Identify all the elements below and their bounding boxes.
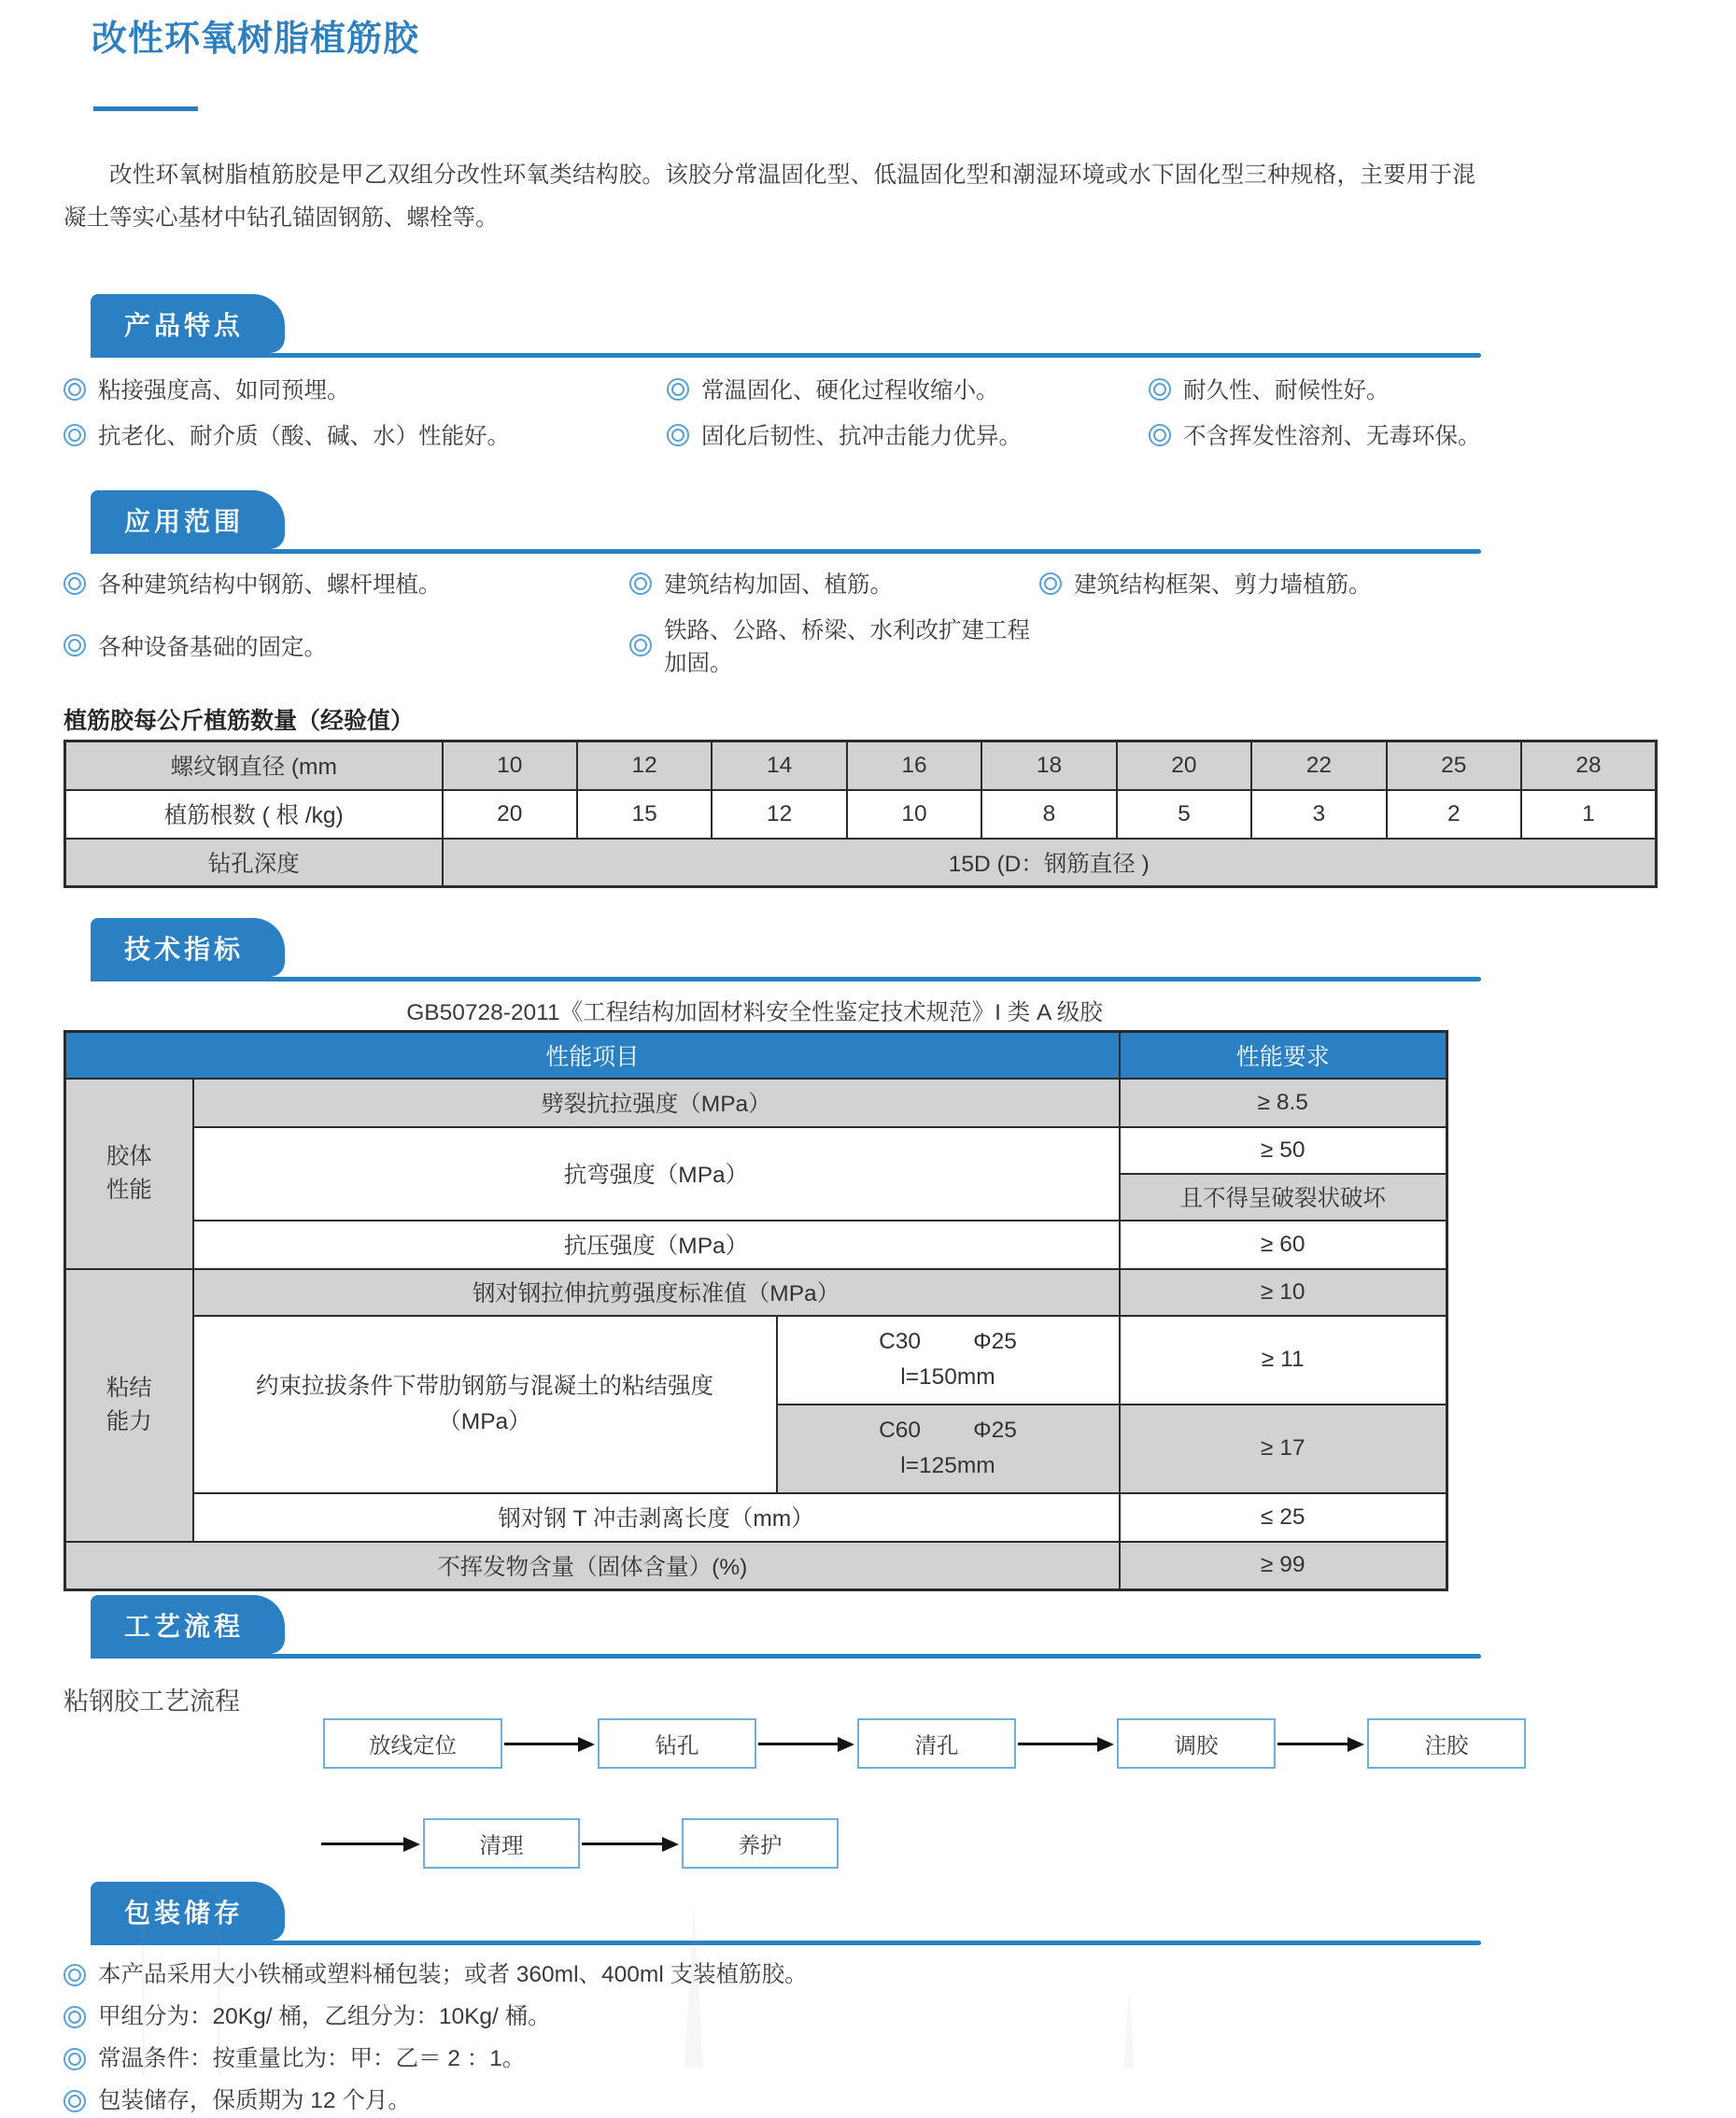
features-rule: [91, 353, 1481, 358]
process-flowchart: [64, 1718, 1651, 1872]
rebar-diameter-cell: 12: [577, 741, 712, 790]
rebar-depth-row: [65, 839, 1657, 887]
double-circle-icon: [1039, 572, 1062, 595]
rebar-diameter-label: 螺纹钢直径 (mm: [65, 741, 443, 790]
double-circle-icon: [64, 572, 86, 595]
process-rule: [91, 1654, 1481, 1659]
rebar-count-cell: 8: [981, 790, 1116, 839]
section-tech-header: [91, 918, 1481, 981]
group-adhesive-performance: 胶体 性能: [65, 1079, 193, 1269]
application-item: [629, 613, 1039, 678]
requirement-value: ≥ 99: [1120, 1542, 1447, 1590]
flow-step-curing: 养护: [682, 1818, 839, 1869]
applications-list: [64, 567, 1736, 678]
bond-c30-condition: C30 Φ25 l=150mm: [777, 1316, 1120, 1405]
feature-text: 粘接强度高、如同预埋。: [98, 378, 350, 403]
rebar-diameter-cell: 28: [1521, 741, 1657, 790]
double-circle-icon: [64, 378, 86, 401]
bond-strength-label: 约束拉拔条件下带肋钢筋与混凝土的粘结强度 （MPa）: [193, 1316, 777, 1493]
application-text: 各种建筑结构中钢筋、螺杆埋植。: [98, 572, 442, 598]
double-circle-icon: [64, 634, 86, 657]
feature-text: 固化后韧性、抗冲击能力优异。: [701, 424, 1022, 449]
property-label: 不挥发物含量（固体含量）(%): [65, 1542, 1120, 1590]
intro-paragraph: 改性环氧树脂植筋胶是甲乙双组分改性环氧类结构胶。该胶分常温固化型、低温固化型和潮湿环境或水下固化型三种规格，主要用于混凝土等实心基材中钻孔锚固钢筋、螺栓等。: [64, 162, 1475, 231]
feature-item: [1149, 418, 1736, 451]
section-applications-header: [91, 490, 1481, 554]
rebar-count-row: [65, 790, 1657, 839]
process-badge: 工艺流程: [91, 1595, 285, 1654]
double-circle-icon: [64, 2048, 86, 2070]
double-circle-icon: [64, 1964, 86, 1986]
feature-item: [667, 373, 1149, 405]
property-label: 抗弯强度（MPa）: [193, 1127, 1120, 1221]
tech-rule: [91, 977, 1481, 981]
rebar-count-cell: 2: [1387, 790, 1521, 839]
double-circle-icon: [1149, 424, 1171, 446]
bond-c60-condition: C60 Φ25 l=125mm: [777, 1405, 1120, 1493]
property-label: 抗压强度（MPa）: [193, 1221, 1120, 1269]
flow-step-cleanup: 清理: [423, 1818, 580, 1869]
rebar-count-cell: 5: [1117, 790, 1251, 839]
tech-col-item: 性能项目: [65, 1032, 1120, 1079]
feature-item: [64, 418, 667, 451]
flow-arrow: [321, 1843, 404, 1845]
process-subtitle: 粘钢胶工艺流程: [64, 1687, 240, 1716]
flow-arrow: [504, 1743, 579, 1745]
property-label: 劈裂抗拉强度（MPa）: [193, 1079, 1120, 1127]
feature-item: [64, 373, 667, 405]
double-circle-icon: [1149, 378, 1171, 401]
packaging-text: 甲组分为：20Kg/ 桶，乙组分为：10Kg/ 桶。: [98, 2004, 551, 2029]
drill-depth-value: 15D (D：钢筋直径 ): [443, 839, 1657, 887]
application-item: [629, 567, 1039, 600]
application-item: [64, 567, 629, 600]
tech-row-bending: [65, 1127, 1447, 1174]
tech-col-requirement: 性能要求: [1120, 1032, 1447, 1079]
rebar-quantity-table: [64, 740, 1658, 888]
tech-row-shear: [65, 1269, 1447, 1316]
rebar-header-row: [65, 741, 1657, 790]
rebar-diameter-cell: 20: [1117, 741, 1251, 790]
tech-badge: 技术指标: [91, 918, 285, 977]
feature-item: [667, 418, 1149, 451]
requirement-value: ≥ 17: [1120, 1405, 1447, 1493]
application-text: 建筑结构加固、植筋。: [664, 572, 893, 598]
application-text: 建筑结构框架、剪力墙植筋。: [1074, 572, 1372, 598]
tech-row-split-tensile: [65, 1079, 1447, 1127]
application-item: [64, 613, 629, 678]
features-list: [64, 373, 1736, 451]
double-circle-icon: [667, 378, 689, 401]
flow-step-inject-glue: 注胶: [1367, 1718, 1526, 1769]
section-packaging-header: [91, 1882, 1481, 1945]
requirement-value: ≥ 50: [1120, 1127, 1447, 1174]
applications-rule: [91, 549, 1481, 554]
feature-text: 耐久性、耐候性好。: [1183, 378, 1390, 403]
rebar-count-cell: 20: [443, 790, 577, 839]
rebar-diameter-cell: 25: [1387, 741, 1521, 790]
rebar-count-label: 植筋根数 ( 根 /kg): [65, 790, 443, 839]
flow-step-layout: 放线定位: [323, 1718, 502, 1769]
title-underline: [93, 106, 198, 111]
rebar-count-cell: 10: [847, 790, 981, 839]
applications-badge: 应用范围: [91, 490, 285, 549]
rebar-diameter-cell: 16: [847, 741, 981, 790]
requirement-value: ≥ 60: [1120, 1221, 1447, 1269]
double-circle-icon: [64, 2006, 86, 2028]
rebar-count-cell: 3: [1251, 790, 1386, 839]
requirement-value: ≥ 10: [1120, 1269, 1447, 1316]
requirement-value: 且不得呈破裂状破坏: [1120, 1174, 1447, 1221]
rebar-count-cell: 15: [577, 790, 712, 839]
tech-standard-caption: GB50728-2011《工程结构加固材料安全性鉴定技术规范》I 类 A 级胶: [406, 1000, 1103, 1025]
packaging-list: [64, 1958, 1736, 2118]
packaging-text: 常温条件：按重量比为：甲：乙＝ 2 ：1。: [98, 2046, 526, 2071]
tech-row-bond-c30: [65, 1316, 1447, 1405]
tech-row-peel: [65, 1493, 1447, 1542]
packaging-item: [64, 2042, 1736, 2076]
requirement-value: ≥ 8.5: [1120, 1079, 1447, 1127]
property-label: 钢对钢拉伸抗剪强度标准值（MPa）: [193, 1269, 1120, 1316]
flow-arrow: [1277, 1743, 1348, 1745]
tech-row-compressive: [65, 1221, 1447, 1269]
tech-spec-table: [64, 1030, 1448, 1591]
double-circle-icon: [629, 634, 652, 657]
rebar-count-cell: 12: [712, 790, 846, 839]
double-circle-icon: [64, 2090, 86, 2112]
property-label: 钢对钢 T 冲击剥离长度（mm）: [193, 1493, 1120, 1542]
features-badge: 产品特点: [91, 294, 285, 353]
tech-row-nonvolatile: [65, 1542, 1447, 1590]
section-process-header: [91, 1595, 1481, 1659]
feature-text: 常温固化、硬化过程收缩小。: [701, 378, 999, 403]
rebar-count-cell: 1: [1521, 790, 1657, 839]
feature-item: [1149, 373, 1736, 405]
rebar-table-title: 植筋胶每公斤植筋数量（经验值）: [64, 708, 415, 734]
flow-step-clean-hole: 清孔: [857, 1718, 1016, 1769]
section-features-header: [91, 294, 1481, 358]
packaging-item: [64, 1958, 1736, 1992]
rebar-diameter-cell: 10: [443, 741, 577, 790]
rebar-diameter-cell: 22: [1251, 741, 1386, 790]
application-item: [1039, 567, 1736, 600]
rebar-diameter-cell: 14: [712, 741, 846, 790]
flow-step-mix-glue: 调胶: [1117, 1718, 1276, 1769]
tech-header-row: [65, 1032, 1447, 1079]
requirement-value: ≤ 25: [1120, 1493, 1447, 1542]
packaging-rule: [91, 1941, 1481, 1945]
feature-text: 不含挥发性溶剂、无毒环保。: [1183, 424, 1481, 449]
packaging-item: [64, 2084, 1736, 2118]
group-bonding-capacity: 粘结 能力: [65, 1269, 193, 1542]
double-circle-icon: [64, 424, 86, 446]
double-circle-icon: [667, 424, 689, 446]
flow-arrow: [1018, 1743, 1098, 1745]
flow-step-drill: 钻孔: [598, 1718, 756, 1769]
application-text: 各种设备基础的固定。: [98, 634, 327, 660]
flow-arrow: [758, 1743, 839, 1745]
packaging-item: [64, 2000, 1736, 2034]
application-text: 铁路、公路、桥梁、水利改扩建工程加固。: [664, 618, 1030, 676]
double-circle-icon: [629, 572, 652, 595]
packaging-text: 本产品采用大小铁桶或塑料桶包装；或者 360ml、400ml 支装植筋胶。: [98, 1962, 808, 1987]
flow-arrow: [582, 1843, 663, 1845]
packaging-text: 包装储存，保质期为 12 个月。: [98, 2088, 411, 2113]
page-title: 改性环氧树脂植筋胶: [92, 20, 420, 59]
feature-text: 抗老化、耐介质（酸、碱、水）性能好。: [98, 424, 510, 449]
rebar-diameter-cell: 18: [981, 741, 1116, 790]
packaging-badge: 包装储存: [91, 1882, 285, 1941]
drill-depth-label: 钻孔深度: [65, 839, 443, 887]
requirement-value: ≥ 11: [1120, 1316, 1447, 1405]
